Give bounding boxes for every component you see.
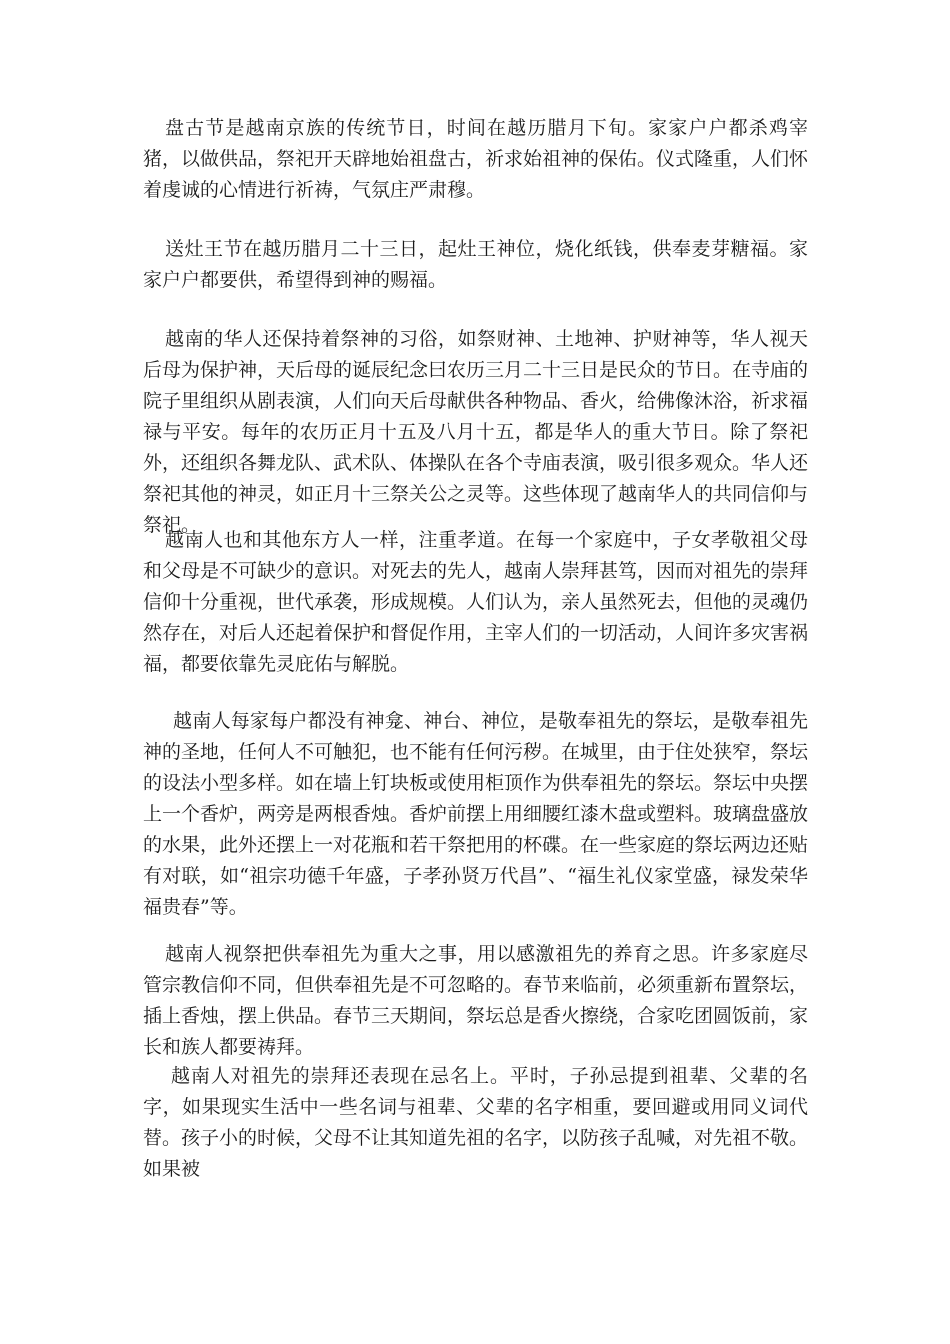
paragraph-ancestor-worship: 越南人视祭把供奉祖先为重大之事，用以感激祖先的养育之思。许多家庭尽管宗教信仰不同，但供奉祖先是不可忽略的。春节来临前，必须重新布置祭坛，插上香烛，摆上供品。春节三天期间，祭坛总是香火擦绕，合家吃团圆饭前，家长和族人都要祷拜。: [143, 943, 809, 1058]
paragraph-ancestral-altar: 越南人每家每户都没有神龛、神台、神位，是敬奉祖先的祭坛，是敬奉祖先神的圣地，任何人不可触犯，也不能有任何污秽。在城里，由于住处狭窄，祭坛的设法小型多样。如在墙上钉块板或使用柜顶作为供奉祖先的祭坛。祭坛中央摆上一个香炉，两旁是两根香烛。香炉前摆上用细腰红漆木盘或塑料。玻璃盘盛放的水果，此外还摆上一对花瓶和若干祭把用的杯碟。在一些家庭的祭坛两边还贴有对联，如“祖宗功德千年盛，子孝孙贤万代昌”、“福生礼仪家堂盛，禄发荣华福贵春”等。: [143, 710, 809, 918]
paragraph-filial-piety: 越南人也和其他东方人一样，注重孝道。在每一个家庭中，子女孝敬祖父母和父母是不可缺少的意识。对死去的先人，越南人崇拜甚笃，因而对祖先的崇拜信仰十分重视，世代承袭，形成规模。人们认为，亲人虽然死去，但他的灵魂仍然存在，对后人还起着保护和督促作用，主宰人们的一切活动，人间许多灾害祸福，都要依靠先灵庇佑与解脱。: [143, 529, 809, 675]
paragraph-pangu-festival: 盘古节是越南京族的传统节日，时间在越历腊月下旬。家家户户都杀鸡宰猪，以做供品，祭祀开天辟地始祖盘古，祈求始祖神的保佑。仪式隆重，人们怀着虔诚的心情进行祈祷，气氛庄严肃穆。: [143, 117, 809, 201]
paragraph-name-taboo: 越南人对祖先的崇拜还表现在忌名上。平时，子孙忌提到祖辈、父辈的名字，如果现实生活中一些名词与祖辈、父辈的名字相重，要回避或用同义词代替。孩子小的时候，父母不让其知道先祖的名字，以防孩子乱喊，对先祖不敬。如果被: [143, 1065, 809, 1180]
paragraph-kitchen-god-festival: 送灶王节在越历腊月二十三日，起灶王神位，烧化纸钱，供奉麦芽糖福。家家户户都要供，希望得到神的赐福。: [143, 238, 808, 291]
paragraph-chinese-customs: 越南的华人还保持着祭神的习俗，如祭财神、土地神、护财神等，华人视天后母为保护神，天后母的诞辰纪念曰农历三月二十三日是民众的节日。在寺庙的院子里组织从剧表演，人们向天后母献供各种物品、香火，给佛像沐浴，祈求福禄与平安。每年的农历正月十五及八月十五，都是华人的重大节日。除了祭祀外，还组织各舞龙队、武术队、体操队在各个寺庙表演，吸引很多观众。华人还祭祀其他的神灵，如正月十三祭关公之灵等。这些体现了越南华人的共同信仰与祭祀。: [143, 328, 809, 536]
